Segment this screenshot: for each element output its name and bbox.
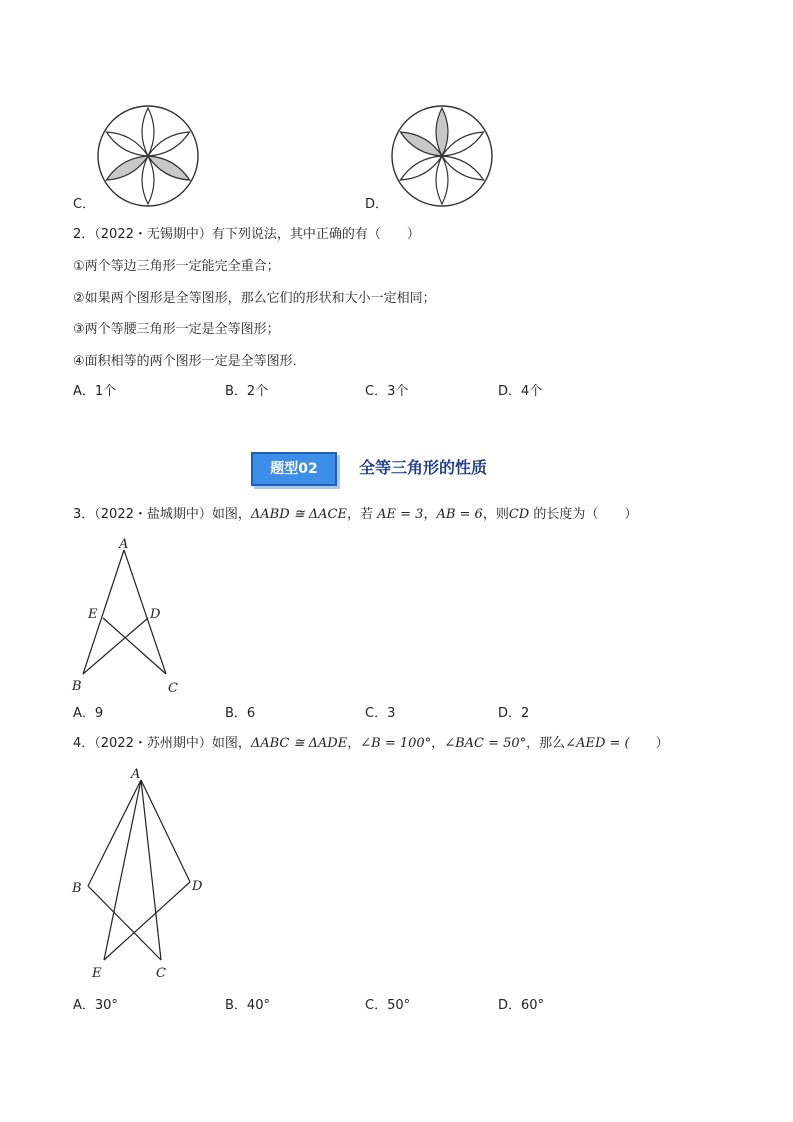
q4-option-c: C．50° bbox=[365, 998, 411, 1013]
q3-label-c: C bbox=[168, 681, 178, 696]
q2-option-b: B．2个 bbox=[225, 384, 269, 399]
q4-mid2: ， bbox=[431, 736, 445, 751]
q4-mid3: ，那么 bbox=[526, 736, 566, 751]
q4-prefix: 4．（2022・苏州期中）如图， bbox=[73, 736, 251, 751]
q3-label-d: D bbox=[150, 607, 161, 622]
q2-option-d: D．4个 bbox=[498, 384, 543, 399]
q4-congruence: ΔABC ≅ ΔADE bbox=[250, 736, 348, 751]
q4-option-b: B．40° bbox=[225, 998, 270, 1013]
q3-condition-ae: AE = 3 bbox=[377, 507, 424, 522]
figure-q4 bbox=[64, 760, 214, 985]
q3-mid3: ，则 bbox=[482, 507, 509, 522]
q3-suffix: 的长度为（ ） bbox=[529, 507, 638, 522]
q4-target: ∠AED = ( bbox=[565, 736, 630, 751]
option-c-label: C． bbox=[73, 197, 96, 212]
q2-statement-2: ②如果两个图形是全等图形，那么它们的形状和大小一定相同； bbox=[73, 291, 436, 306]
q2-stem: 2．（2022・无锡期中）有下列说法，其中正确的有（ ） bbox=[73, 227, 420, 242]
q3-mid2: ， bbox=[423, 507, 437, 522]
section-title: 全等三角形的性质 bbox=[359, 458, 488, 477]
q3-option-d: D．2 bbox=[498, 706, 530, 721]
q4-label-e: E bbox=[92, 966, 102, 981]
q2-statement-3: ③两个等腰三角形一定是全等图形； bbox=[73, 322, 280, 337]
q2-statement-4: ④面积相等的两个图形一定是全等图形． bbox=[73, 354, 306, 369]
q2-statement-1: ①两个等边三角形一定能完全重合； bbox=[73, 259, 280, 274]
q4-label-b: B bbox=[72, 881, 82, 896]
q3-target: CD bbox=[508, 507, 530, 522]
q4-option-d: D．60° bbox=[498, 998, 545, 1013]
q3-option-a: A．9 bbox=[73, 706, 104, 721]
q2-option-c: C．3个 bbox=[365, 384, 409, 399]
section-tag: 题型02 bbox=[251, 452, 337, 486]
q4-condition-b: ∠B = 100° bbox=[360, 736, 432, 751]
q3-mid1: ，若 bbox=[346, 507, 378, 522]
q2-option-a: A．1个 bbox=[73, 384, 117, 399]
q4-mid1: ， bbox=[347, 736, 361, 751]
q4-label-a: A bbox=[131, 767, 141, 782]
q3-option-b: B．6 bbox=[225, 706, 256, 721]
q4-label-c: C bbox=[156, 966, 166, 981]
q3-condition-ab: AB = 6 bbox=[436, 507, 483, 522]
q4-label-d: D bbox=[192, 879, 203, 894]
q3-prefix: 3．（2022・盐城期中）如图， bbox=[73, 507, 251, 522]
q3-label-b: B bbox=[72, 679, 82, 694]
q4-option-a: A．30° bbox=[73, 998, 118, 1013]
figure-option-d bbox=[388, 102, 498, 210]
q3-label-e: E bbox=[88, 607, 98, 622]
figure-option-c bbox=[94, 102, 204, 210]
q3-congruence: ΔABD ≅ ΔACE bbox=[250, 507, 347, 522]
q3-stem bbox=[73, 507, 637, 523]
figure-q3 bbox=[66, 532, 196, 700]
q3-label-a: A bbox=[119, 537, 129, 552]
option-d-label: D． bbox=[365, 197, 389, 212]
q4-stem bbox=[73, 736, 669, 752]
q3-option-c: C．3 bbox=[365, 706, 396, 721]
q4-condition-bac: ∠BAC = 50° bbox=[444, 736, 527, 751]
q4-suffix: ） bbox=[629, 736, 669, 751]
